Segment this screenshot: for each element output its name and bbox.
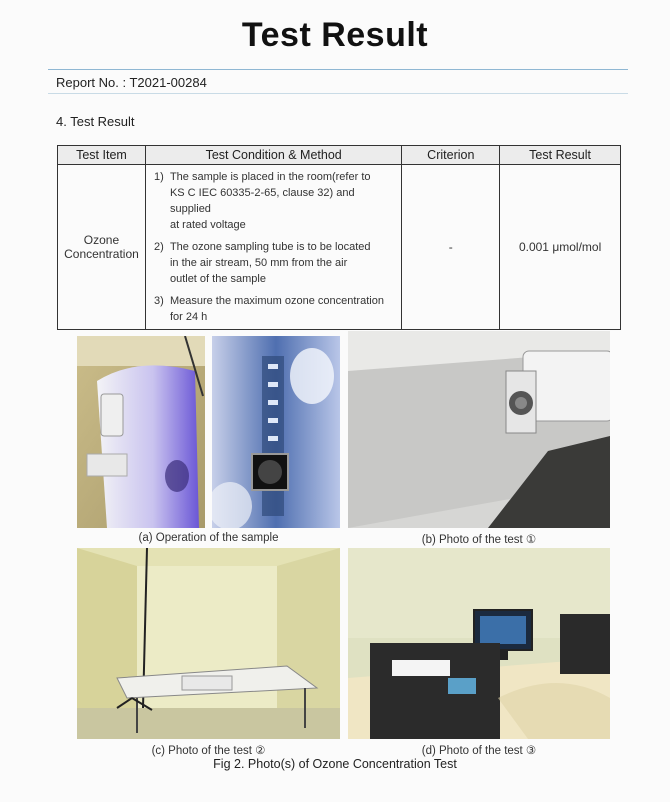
- cell-criterion: -: [402, 165, 500, 330]
- cell-test-item: [58, 165, 146, 330]
- test-result-table: [57, 145, 621, 330]
- figure-caption: Fig 2. Photo(s) of Ozone Concentration Test: [213, 757, 457, 771]
- header-rule-thin: [48, 93, 628, 94]
- photo-test-2: [77, 548, 340, 739]
- step-number: 3): [153, 295, 164, 307]
- test-item-line: Concentration: [64, 247, 139, 261]
- header-test-item: Test Item: [58, 146, 146, 165]
- caption-a: (a) Operation of the sample: [138, 532, 279, 544]
- header-rule: [48, 69, 628, 70]
- photo-sample-operation: [77, 336, 205, 528]
- photo-sampling-tube: [212, 336, 340, 528]
- step-text: [170, 293, 384, 325]
- caption-b: (b) Photo of the test ①: [421, 534, 537, 546]
- step-line: The sample is placed in the room(refer to: [169, 171, 371, 183]
- step-line: at rated voltage: [169, 219, 246, 231]
- report-number: Report No. : T2021-00284: [56, 75, 207, 90]
- method-step: [154, 293, 393, 325]
- method-step: [154, 239, 393, 287]
- step-line: Measure the maximum ozone concentration: [169, 295, 384, 307]
- step-line: for 24 h: [169, 311, 208, 323]
- test-item-line: Ozone: [83, 233, 120, 247]
- step-line: in the air stream, 50 mm from the air: [169, 257, 348, 269]
- caption-c: (c) Photo of the test ②: [151, 745, 266, 757]
- step-number: 2): [153, 241, 164, 253]
- step-line: outlet of the sample: [169, 273, 266, 285]
- table-row: [58, 165, 621, 330]
- step-text: [170, 239, 371, 287]
- header-test-result: Test Result: [500, 146, 621, 165]
- cell-test-result: 0.001 μmol/mol: [500, 165, 621, 330]
- header-criterion: Criterion: [402, 146, 500, 165]
- caption-d: (d) Photo of the test ③: [421, 745, 537, 757]
- method-step: [154, 169, 393, 233]
- photo-test-1: [348, 331, 610, 528]
- table-header-row: [58, 146, 621, 165]
- step-line: KS C IEC 60335-2-65, clause 32) and supplied: [169, 187, 355, 215]
- page-title: Test Result: [241, 16, 429, 54]
- cell-method: [145, 165, 401, 330]
- step-line: The ozone sampling tube is to be located: [169, 241, 371, 253]
- step-text: [170, 169, 393, 233]
- header-test-condition: Test Condition & Method: [145, 146, 401, 165]
- step-number: 1): [153, 171, 164, 183]
- section-heading: 4. Test Result: [56, 114, 135, 129]
- photo-test-3: [348, 548, 610, 739]
